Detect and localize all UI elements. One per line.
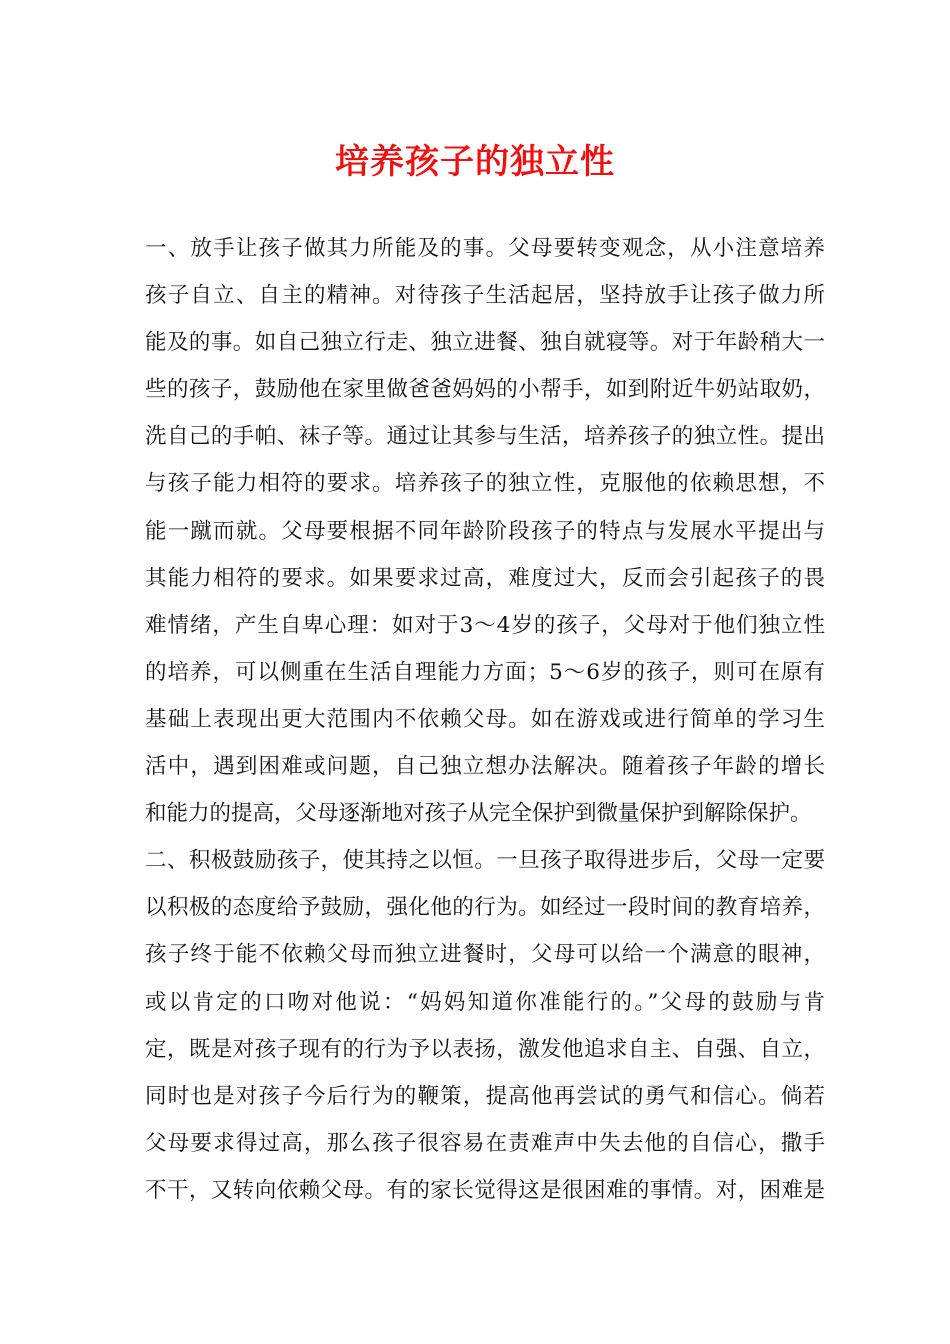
text-line: 以积极的态度给予鼓励，强化他的行为。如经过一段时间的教育培养， [145,895,825,921]
document-title: 培养孩子的独立性 [335,142,615,182]
text-line: 基础上表现出更大范围内不依赖父母。如在游戏或进行简单的学习生 [145,706,825,732]
text-line: 与孩子能力相符的要求。培养孩子的独立性，克服他的依赖思想，不 [145,471,825,497]
text-line: 或以肯定的口吻对他说：“妈妈知道你准能行的。”父母的鼓励与肯 [145,989,825,1015]
text-line: 一、放手让孩子做其力所能及的事。父母要转变观念，从小注意培养 [145,236,825,261]
text-line: 的培养，可以侧重在生活自理能力方面；5～6岁的孩子，则可在原有 [145,659,825,685]
text-line: 能及的事。如自己独立行走、独立进餐、独自就寝等。对于年龄稍大一 [145,330,825,356]
paragraph-2 [145,837,825,1214]
text-line: 同时也是对孩子今后行为的鞭策，提高他再尝试的勇气和信心。倘若 [145,1083,825,1109]
text-line: 不干，又转向依赖父母。有的家长觉得这是很困难的事情。对，困难是 [145,1177,825,1203]
text-line: 孩子自立、自主的精神。对待孩子生活起居，坚持放手让孩子做力所 [145,283,825,309]
text-line: 和能力的提高，父母逐渐地对孩子从完全保护到微量保护到解除保护。 [145,801,812,827]
document-body [145,225,825,1214]
text-line: 定，既是对孩子现有的行为予以表扬，激发他追求自主、自强、自立， [145,1036,825,1062]
text-line: 孩子终于能不依赖父母而独立进餐时，父母可以给一个满意的眼神， [145,942,825,968]
text-line: 难情绪，产生自卑心理：如对于3～4岁的孩子，父母对于他们独立性 [145,612,825,638]
text-line: 活中，遇到困难或问题，自己独立想办法解决。随着孩子年龄的增长 [145,754,825,780]
paragraph-1 [145,225,825,837]
text-line: 些的孩子，鼓励他在家里做爸爸妈妈的小帮手，如到附近牛奶站取奶， [145,377,825,403]
text-line: 能一蹴而就。父母要根据不同年龄阶段孩子的特点与发展水平提出与 [145,518,825,544]
text-line: 父母要求得过高，那么孩子很容易在责难声中失去他的自信心，撒手 [145,1130,825,1156]
text-line: 其能力相符的要求。如果要求过高，难度过大，反而会引起孩子的畏 [145,565,825,591]
text-line: 二、积极鼓励孩子，使其持之以恒。一旦孩子取得进步后，父母一定要 [145,848,825,874]
text-line: 洗自己的手帕、袜子等。通过让其参与生活，培养孩子的独立性。提出 [145,424,825,450]
